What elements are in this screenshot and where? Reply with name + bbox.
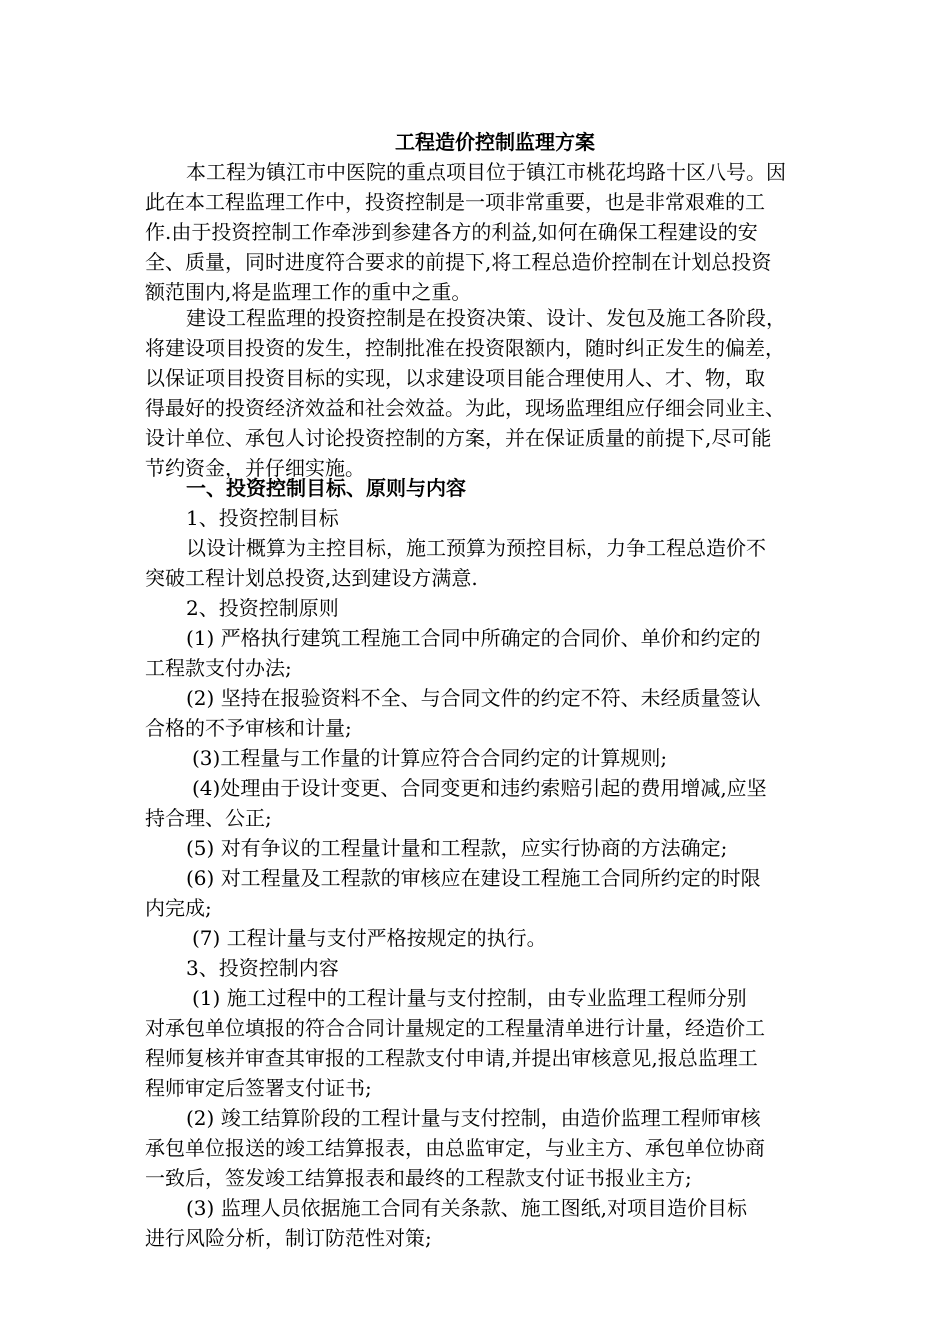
paragraph-line: 此在本工程监理工作中，投资控制是一项非常重要，也是非常艰难的工 [145, 190, 765, 214]
list-item-line: 持合理、公正; [145, 806, 272, 830]
list-item-line: (5) 对有争议的工程量计量和工程款，应实行协商的方法确定; [186, 836, 728, 860]
list-item-line: 程师审定后签署支付证书; [145, 1076, 372, 1100]
subsection-heading: 2、投资控制原则 [186, 596, 339, 620]
paragraph-line: 得最好的投资经济效益和社会效益。为此，现场监理组应仔细会同业主、 [145, 396, 785, 420]
list-item-line: (4)处理由于设计变更、合同变更和违约索赔引起的费用增减,应坚 [192, 776, 767, 800]
document-title: 工程造价控制监理方案 [395, 130, 595, 154]
list-item-line: (7) 工程计量与支付严格按规定的执行。 [192, 926, 547, 950]
paragraph-line: 突破工程计划总投资,达到建设方满意. [145, 566, 478, 590]
list-item-line: (1) 施工过程中的工程计量与支付控制，由专业监理工程师分别 [192, 986, 747, 1010]
list-item-line: (3) 监理人员依据施工合同有关条款、施工图纸,对项目造价目标 [186, 1196, 748, 1220]
list-item-line: 进行风险分析，制订防范性对策; [145, 1226, 432, 1250]
paragraph-line: 设计单位、承包人讨论投资控制的方案，并在保证质量的前提下,尽可能 [145, 426, 772, 450]
paragraph-line: 全、质量，同时进度符合要求的前提下,将工程总造价控制在计划总投资 [145, 250, 772, 274]
paragraph-line: 以保证项目投资目标的实现，以求建设项目能合理使用人、才、物，取 [145, 366, 765, 390]
subsection-heading: 3、投资控制内容 [186, 956, 339, 980]
list-item-line: (2) 竣工结算阶段的工程计量与支付控制，由造价监理工程师审核 [186, 1106, 761, 1130]
paragraph-line: 建设工程监理的投资控制是在投资决策、设计、发包及施工各阶段， [186, 306, 786, 330]
paragraph-line: 额范围内,将是监理工作的重中之重。 [145, 280, 472, 304]
paragraph-line: 作.由于投资控制工作牵涉到参建各方的利益,如何在确保工程建设的安 [145, 220, 758, 244]
list-item-line: 内完成; [145, 896, 212, 920]
list-item-line: 工程款支付办法; [145, 656, 292, 680]
list-item-line: (3)工程量与工作量的计算应符合合同约定的计算规则; [192, 746, 668, 770]
list-item-line: 承包单位报送的竣工结算报表，由总监审定，与业主方、承包单位协商 [145, 1136, 765, 1160]
paragraph-line: 以设计概算为主控目标，施工预算为预控目标，力争工程总造价不 [186, 536, 766, 560]
list-item-line: 程师复核并审查其审报的工程款支付申请,并提出审核意见,报总监理工 [145, 1046, 758, 1070]
subsection-heading: 1、投资控制目标 [186, 506, 339, 530]
paragraph-line: 节约资金，并仔细实施。 [145, 456, 365, 480]
list-item-line: (6) 对工程量及工程款的审核应在建设工程施工合同所约定的时限 [186, 866, 761, 890]
list-item-line: 一致后，签发竣工结算报表和最终的工程款支付证书报业主方; [145, 1166, 692, 1190]
list-item-line: 对承包单位填报的符合合同计量规定的工程量清单进行计量，经造价工 [145, 1016, 765, 1040]
paragraph-line: 将建设项目投资的发生，控制批准在投资限额内，随时纠正发生的偏差， [145, 336, 785, 360]
list-item-line: 合格的不予审核和计量; [145, 716, 352, 740]
paragraph-line: 本工程为镇江市中医院的重点项目位于镇江市桃花坞路十区八号。因 [186, 160, 786, 184]
list-item-line: (1) 严格执行建筑工程施工合同中所确定的合同价、单价和约定的 [186, 626, 761, 650]
list-item-line: (2) 坚持在报验资料不全、与合同文件的约定不符、未经质量签认 [186, 686, 761, 710]
section-heading: 一、投资控制目标、原则与内容 [186, 476, 466, 500]
